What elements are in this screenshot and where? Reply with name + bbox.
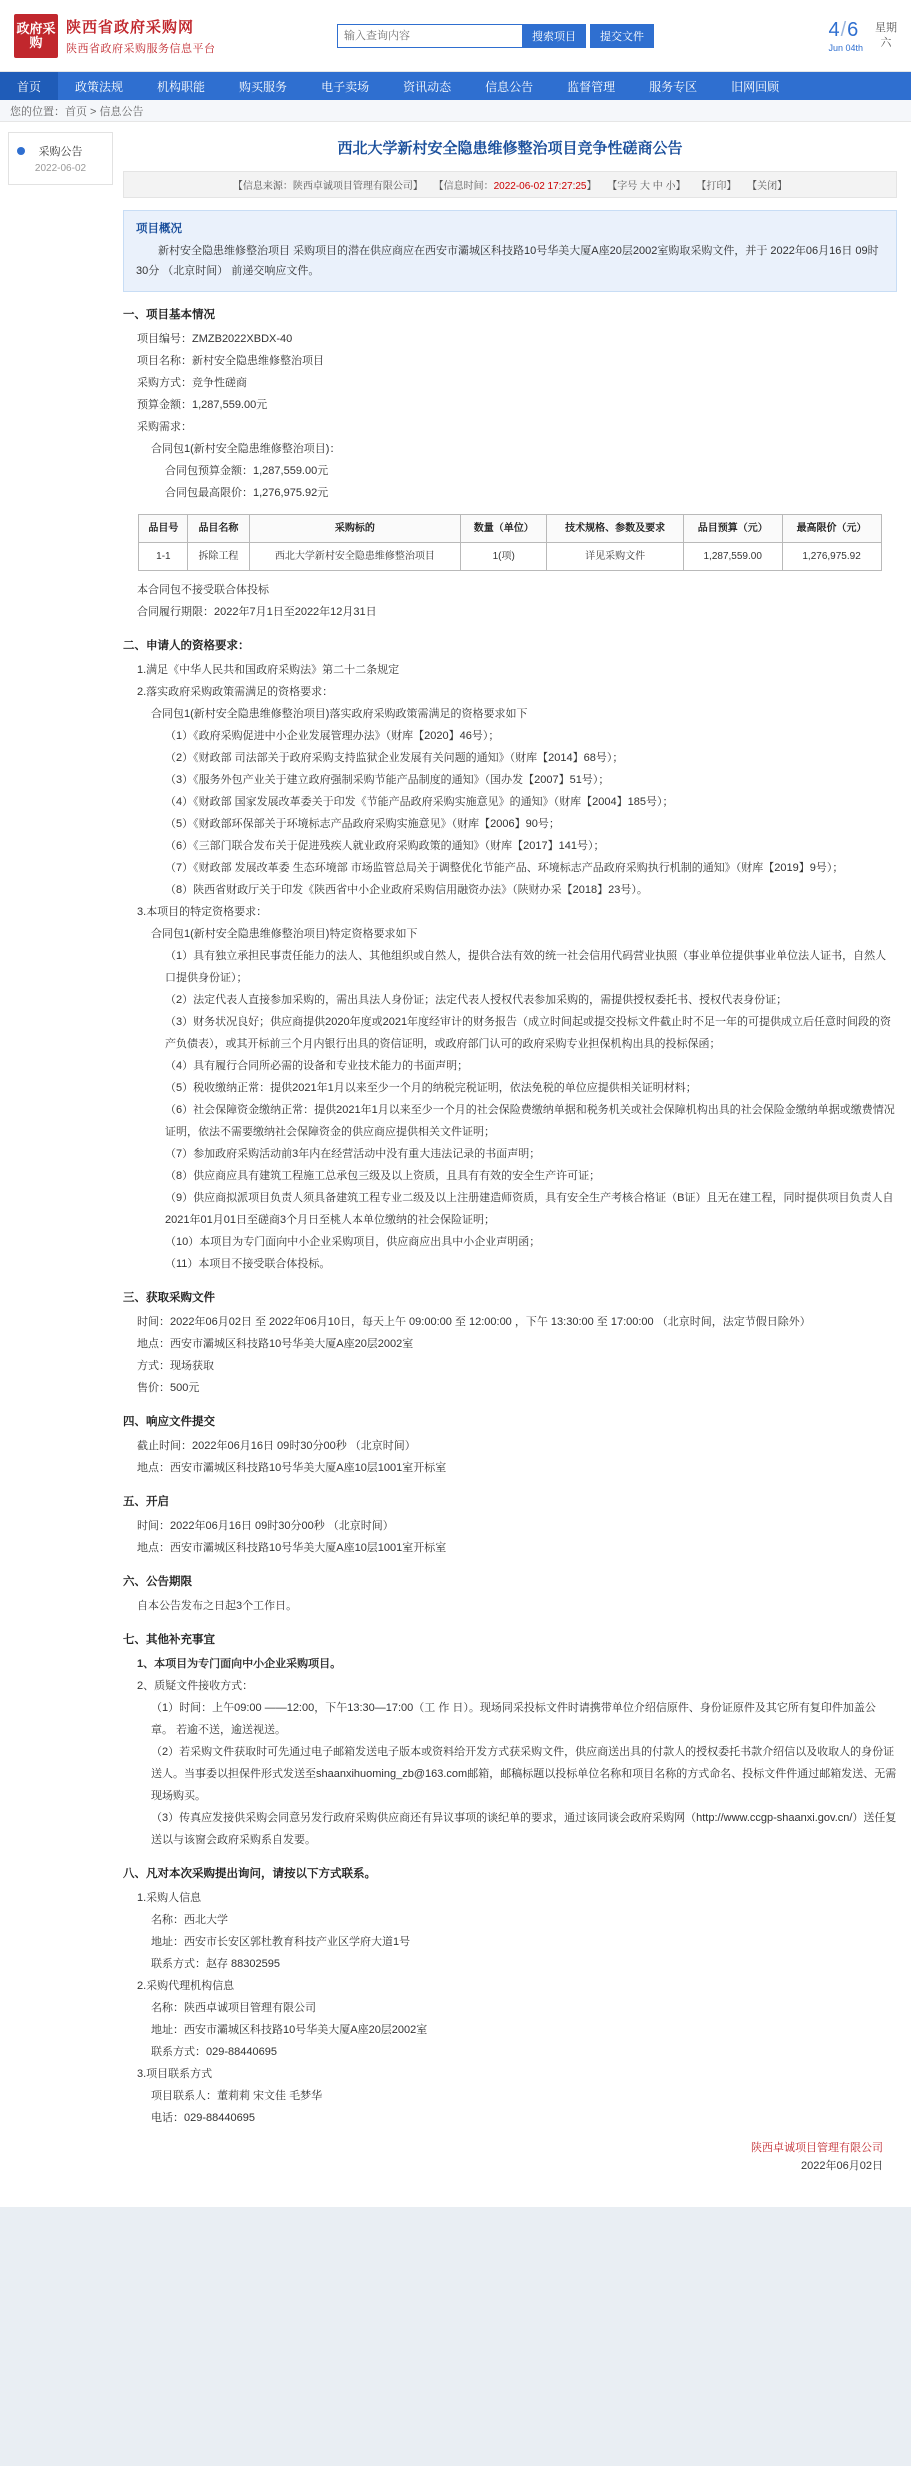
- meta-source-close: 】: [412, 180, 423, 192]
- nav-item-label: 首页: [17, 79, 42, 94]
- project-overview: [123, 210, 897, 293]
- doc-line: （7）《财政部 发展改革委 生态环境部 市场监管总局关于调整优化节能产品、环境标志产品政府采购执行机制的通知》（财库【2019】9号）；: [165, 862, 844, 875]
- doc-line: 名称：西北大学: [151, 1914, 228, 1927]
- site-logo[interactable]: [14, 14, 254, 58]
- date-numeric: [828, 19, 863, 53]
- overview-text: 新村安全隐患维修整治项目 采购项目的潜在供应商应在西安市灞城区科技路10号华美大厦A座20层2002室购取采购文件，并于 2022年06月16日 09时30分 （北京时间） 前递交响应文件。: [136, 244, 879, 278]
- doc-line: （6）社会保障资金缴纳正常：提供2021年1月以来至少一个月的社会保险费缴纳单据和税务机关或社会保障机构出具的社会保险金缴纳单据或缴费情况证明，依法不需要缴纳社会保障资金的供应商应提供相关文件证明；: [165, 1104, 895, 1139]
- doc-line: （2）《财政部 司法部关于政府采购支持监狱企业发展有关问题的通知》（财库【2014】68号）；: [165, 752, 624, 765]
- doc-line: （4）具有履行合同所必需的设备和专业技术能力的书面声明；: [165, 1060, 469, 1073]
- doc-line: （3）《服务外包产业关于建立政府强制采购节能产品制度的通知》（国办发【2007】51号）；: [165, 774, 610, 787]
- doc-line: 方式：现场获取: [137, 1360, 214, 1373]
- table-column-header: 数量（单位）: [461, 515, 547, 543]
- section-heading-4: 五、开启: [123, 1496, 169, 1509]
- doc-line: 合同包1(新村安全隐患维修整治项目)落实政府采购政策需满足的资格要求如下: [151, 708, 528, 721]
- doc-line: 电话：029-88440695: [151, 2112, 255, 2125]
- meta-source-label: 【信息来源：: [232, 180, 293, 192]
- nav-item-9[interactable]: [714, 72, 796, 100]
- logo-text: [66, 16, 216, 56]
- nav-item-label: 机构职能: [157, 79, 206, 94]
- page-title: 西北大学新村安全隐患维修整治项目竞争性磋商公告: [337, 140, 683, 157]
- date-day-month: [828, 19, 863, 42]
- close-button[interactable]: 【关闭】: [747, 180, 788, 192]
- doc-line: 合同包1(新村安全隐患维修整治项目)特定资格要求如下: [151, 928, 418, 941]
- doc-line: （1）时间：上午09:00 ——12:00，下午13:30—17:00（工 作 日）。现场同采投标文件时请携带单位介绍信原件、身份证原件及其它所有复印件加盖公章。 若逾不送，逾送视送。: [151, 1702, 876, 1737]
- section-heading-2: 三、获取采购文件: [123, 1292, 215, 1305]
- date-widget: [737, 19, 897, 53]
- nav-item-label: 旧网回顾: [731, 79, 780, 94]
- meta-source-value: 陕西卓诚项目管理有限公司: [292, 180, 413, 192]
- nav-item-label: 政策法规: [75, 79, 124, 94]
- nav-item-5[interactable]: [386, 72, 468, 100]
- doc-line: （2）若采购文件获取时可先通过电子邮箱发送电子版本或资料给开发方式获采购文件，供应商送出具的付款人的授权委托书款介绍信以及收取人的身份证 送人。当事委以担保件形式发送至shaanxihuoming_zb@163.com邮箱，邮稿标题以投标单位名称和项目名称的方式命名、投标文件件通过邮箱发送、无需现场购买。: [151, 1746, 897, 1803]
- meta-source: [233, 181, 426, 192]
- nav-item-label: 监督管理: [567, 79, 616, 94]
- document-body: [113, 132, 903, 2187]
- doc-line: 时间：2022年06月02日 至 2022年06月10日，每天上午 09:00:00 至 12:00:00 ，下午 13:30:00 至 17:00:00 （北京时间，法定节假日除外）: [137, 1316, 811, 1329]
- doc-line: （5）税收缴纳正常：提供2021年1月以来至少一个月的纳税完税证明，依法免税的单位应提供相关证明材料；: [165, 1082, 697, 1095]
- main-nav: [0, 72, 911, 100]
- footer-org-line: [123, 2129, 897, 2157]
- table-cell: 1-1: [139, 543, 188, 571]
- table-column-header: 采购标的: [249, 515, 460, 543]
- logo-mark-icon: 政府采购: [14, 14, 58, 58]
- doc-line: 项目名称：新村安全隐患维修整治项目: [137, 355, 324, 368]
- nav-item-label: 购买服务: [239, 79, 288, 94]
- breadcrumb-separator: >: [87, 105, 100, 118]
- nav-item-8[interactable]: [632, 72, 714, 100]
- section-heading-1: 二、申请人的资格要求：: [123, 640, 250, 653]
- doc-line: 售价：500元: [137, 1382, 200, 1395]
- print-button[interactable]: 【打印】: [696, 180, 737, 192]
- breadcrumb-items: [65, 103, 144, 119]
- search-area: [254, 24, 737, 48]
- nav-item-label: 服务专区: [649, 79, 698, 94]
- sidebar-item-announcement[interactable]: [8, 132, 113, 185]
- doc-line: （4）《财政部 国家发展改革委关于印发《节能产品政府采购实施意见》的通知》（财库【2004】185号）；: [165, 796, 674, 809]
- weekday: [875, 21, 897, 50]
- nav-item-label: 信息公告: [485, 79, 534, 94]
- overview-title: 项目概况: [136, 222, 182, 235]
- doc-line: （3）财务状况良好；供应商提供2020年度或2021年度经审计的财务报告（成立时间起或提交投标文件截止时不足一年的可提供成立后任意时间段的资产负债表），或其开标前三个月内银行出具的资信证明，或政府部门认可的政府采购专业担保机构出具的投标保函；: [165, 1016, 892, 1051]
- table-cell: 1,276,975.92: [782, 543, 881, 571]
- doc-line: （5）《财政部环保部关于环境标志产品政府采购实施意见》（财库【2006】90号；: [165, 818, 560, 831]
- doc-line: 合同包1(新村安全隐患维修整治项目)：: [151, 443, 341, 456]
- footer-date: 2022年06月02日: [801, 2160, 883, 2173]
- doc-line: （2）法定代表人直接参加采购的，需出具法人身份证；法定代表人授权代表参加采购的，需提供授权委托书、授权代表身份证；: [165, 994, 788, 1007]
- weekday-line2: 六: [880, 36, 892, 49]
- table-row: [139, 543, 881, 571]
- doc-line: 自本公告发布之日起3个工作日。: [137, 1600, 298, 1613]
- doc-line: 1.满足《中华人民共和国政府采购法》第二十二条规定: [137, 664, 400, 677]
- doc-line: （3）传真应发接供采购会同意另发行政府采购供应商还有异议事项的谈纪单的要求，通过该同谈会政府采购网（http://www.ccgp-shaanxi.gov.cn/）送任复送以与该窗会政府采购系自发要。: [151, 1812, 897, 1847]
- doc-line: （8）陕西省财政厅关于印发《陕西省中小企业政府采购信用融资办法》（陕财办采【2018】23号）。: [165, 884, 648, 897]
- breadcrumb: [0, 100, 911, 122]
- document-meta: [123, 171, 897, 198]
- doc-line: （10）本项目为专门面向中小企业采购项目，供应商应出具中小企业声明函；: [165, 1236, 541, 1249]
- doc-line: 地点：西安市灞城区科技路10号华美大厦A座10层1001室开标室: [137, 1462, 447, 1475]
- doc-line: （1）《政府采购促进中小企业发展管理办法》（财库【2020】46号）；: [165, 730, 500, 743]
- section-heading-0: 一、项目基本情况: [123, 309, 215, 322]
- search-input[interactable]: [337, 24, 522, 48]
- doc-line: 2.落实政府采购政策需满足的资格要求：: [137, 686, 334, 699]
- table-column-header: 品目预算（元）: [683, 515, 782, 543]
- meta-font-close: 】: [675, 180, 686, 192]
- nav-item-7[interactable]: [550, 72, 632, 100]
- goods-table: [138, 514, 881, 571]
- date-day: 4: [828, 18, 840, 41]
- date-month: 6: [847, 18, 859, 41]
- doc-line: 3.本项目的特定资格要求：: [137, 906, 268, 919]
- nav-item-0[interactable]: [0, 72, 58, 100]
- table-cell: 1(项): [461, 543, 547, 571]
- doc-line: 本合同包不接受联合体投标: [137, 584, 269, 597]
- sidebar: [8, 132, 113, 2187]
- table-column-header: 品目号: [139, 515, 188, 543]
- doc-line: （8）供应商应具有建筑工程施工总承包三级及以上资质，且具有有效的安全生产许可证；: [165, 1170, 601, 1183]
- doc-line: （6）《三部门联合发布关于促进残疾人就业政府采购政策的通知》（财库【2017】141号）；: [165, 840, 605, 853]
- doc-line: （9）供应商拟派项目负责人须具备建筑工程专业二级及以上注册建造师资质，具有安全生产考核合格证（B证）且无在建工程，同时提供项目负责人自2021年01月01日至磋商3个月日至桃人本单位缴纳的社会保险证明；: [165, 1192, 894, 1227]
- doc-line: 截止时间：2022年06月16日 09时30分00秒 （北京时间）: [137, 1440, 416, 1453]
- meta-font-label: 【字号: [607, 180, 638, 192]
- table-cell: 1,287,559.00: [683, 543, 782, 571]
- nav-item-2[interactable]: [140, 72, 222, 100]
- doc-line: 合同包最高限价：1,276,975.92元: [165, 487, 329, 500]
- submit-file-button[interactable]: 提交文件: [590, 24, 654, 48]
- date-separator: /: [840, 18, 847, 41]
- bullet-icon: [17, 147, 25, 155]
- section-heading-7: 八、凡对本次采购提出询问，请按以下方式联系。: [123, 1868, 376, 1881]
- section-heading-6: 七、其他补充事宜: [123, 1634, 215, 1647]
- nav-item-label: 电子卖场: [321, 79, 370, 94]
- doc-line: 名称：陕西卓诚项目管理有限公司: [151, 2002, 316, 2015]
- sidebar-item-label: 采购公告: [38, 146, 83, 158]
- doc-line: 联系方式：赵存 88302595: [151, 1958, 280, 1971]
- date-sub: Jun 04th: [828, 42, 863, 53]
- meta-time-label: 【信息时间：: [433, 180, 494, 192]
- meta-time-value: 2022-06-02 17:27:25: [493, 180, 587, 192]
- sidebar-item-date: 2022-06-02: [34, 163, 87, 174]
- breadcrumb-label: 您的位置：: [10, 105, 65, 118]
- breadcrumb-link-0[interactable]: 首页: [65, 105, 87, 118]
- doc-line: （1）具有独立承担民事责任能力的法人、其他组织或自然人，提供合法有效的统一社会信用代码营业执照（事业单位提供事业单位法人证书，自然人口提供身份证）；: [165, 950, 887, 985]
- nav-item-label: 资讯动态: [403, 79, 452, 94]
- doc-line: 预算金额：1,287,559.00元: [137, 399, 268, 412]
- doc-line: 项目联系人：董莉莉 宋文佳 毛梦华: [151, 2090, 323, 2103]
- nav-item-6[interactable]: [468, 72, 550, 100]
- doc-line: 合同履行期限：2022年7月1日至2022年12月31日: [137, 606, 377, 619]
- doc-line: 联系方式：029-88440695: [151, 2046, 277, 2059]
- doc-line: 地址：西安市长安区郭杜教育科技产业区学府大道1号: [151, 1936, 411, 1949]
- section-heading-5: 六、公告期限: [123, 1576, 192, 1589]
- table-column-header: 最高限价（元）: [782, 515, 881, 543]
- doc-line: 地点：西安市灞城区科技路10号华美大厦A座20层2002室: [137, 1338, 414, 1351]
- logo-line1: 陕西省政府采购网: [66, 18, 195, 36]
- nav-item-1[interactable]: [58, 72, 140, 100]
- doc-line: 时间：2022年06月16日 09时30分00秒 （北京时间）: [137, 1520, 394, 1533]
- table-header-row: [139, 515, 881, 543]
- site-header: [0, 0, 911, 72]
- meta-time: [434, 181, 600, 192]
- search-button[interactable]: 搜索项目: [522, 24, 586, 48]
- table-column-header: 品目名称: [188, 515, 249, 543]
- doc-line: 1、本项目为专门面向中小企业采购项目。: [137, 1658, 342, 1671]
- doc-line: （11）本项目不接受联合体投标。: [165, 1258, 331, 1271]
- weekday-line1: 星期: [875, 22, 897, 35]
- doc-line: 采购需求：: [137, 421, 192, 434]
- footer-org: 陕西卓诚项目管理有限公司: [751, 2142, 883, 2155]
- search-box: [337, 24, 654, 48]
- doc-line: 2、质疑文件接收方式：: [137, 1680, 254, 1693]
- meta-font-options[interactable]: 大 中 小: [640, 180, 676, 192]
- doc-line: 3.项目联系方式: [137, 2068, 213, 2081]
- doc-line: 采购方式：竞争性磋商: [137, 377, 247, 390]
- breadcrumb-link-1[interactable]: 信息公告: [99, 105, 144, 118]
- doc-line: 2.采购代理机构信息: [137, 1980, 235, 1993]
- meta-fontsize[interactable]: [607, 181, 688, 192]
- table-column-header: 技术规格、参数及要求: [547, 515, 683, 543]
- logo-line2: 陕西省政府采购服务信息平台: [66, 42, 216, 55]
- doc-line: （7）参加政府采购活动前3年内在经营活动中没有重大违法记录的书面声明；: [165, 1148, 541, 1161]
- doc-line: 合同包预算金额：1,287,559.00元: [165, 465, 329, 478]
- doc-line: 地点：西安市灞城区科技路10号华美大厦A座10层1001室开标室: [137, 1542, 447, 1555]
- meta-time-close: 】: [586, 180, 597, 192]
- table-cell: 详见采购文件: [547, 543, 683, 571]
- table-cell: 拆除工程: [188, 543, 249, 571]
- content-area: [0, 122, 911, 2207]
- document-sections: [123, 306, 897, 2129]
- nav-item-3[interactable]: [222, 72, 304, 100]
- section-heading-3: 四、响应文件提交: [123, 1416, 215, 1429]
- doc-line: 项目编号：ZMZB2022XBDX-40: [137, 333, 293, 346]
- doc-line: 1.采购人信息: [137, 1892, 202, 1905]
- table-cell: 西北大学新村安全隐患维修整治项目: [249, 543, 460, 571]
- nav-item-4[interactable]: [304, 72, 386, 100]
- doc-line: 地址：西安市灞城区科技路10号华美大厦A座20层2002室: [151, 2024, 428, 2037]
